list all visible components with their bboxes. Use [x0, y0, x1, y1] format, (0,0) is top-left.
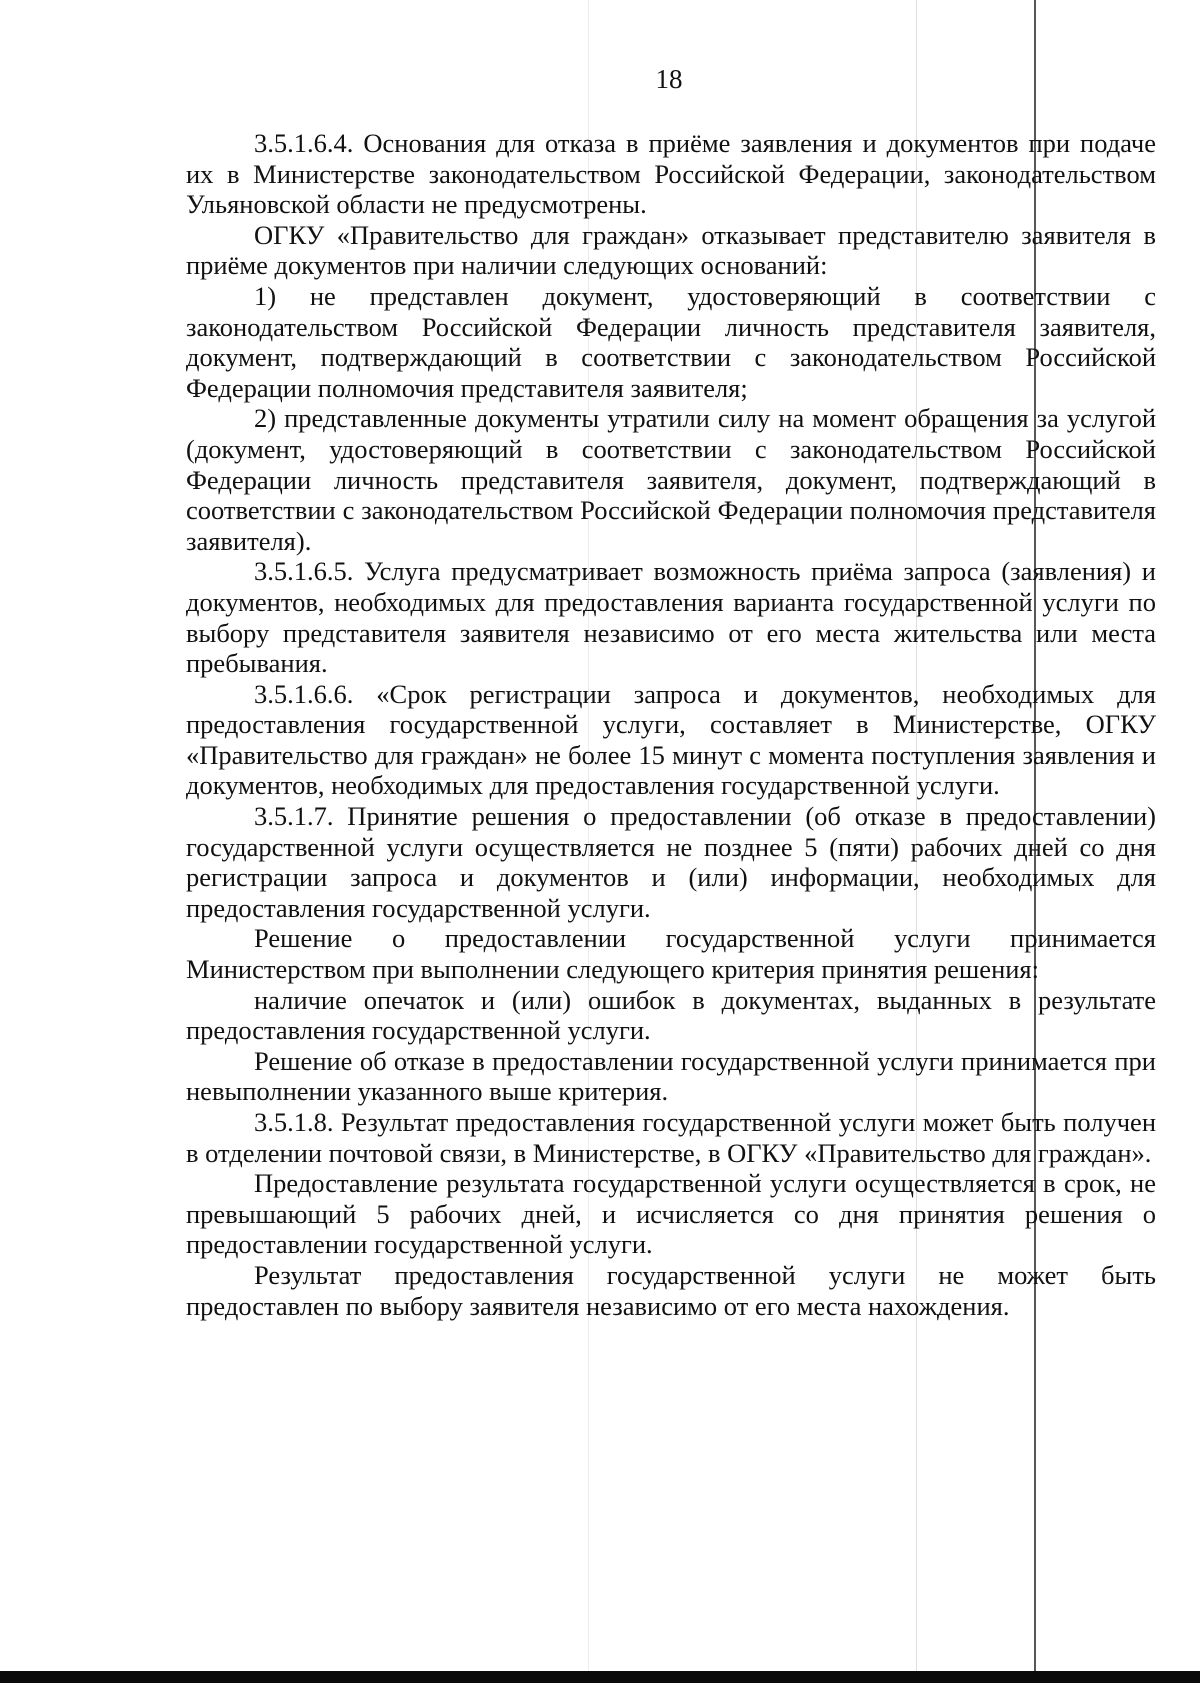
scan-border — [0, 1671, 1200, 1683]
paragraph: 1) не представлен документ, удостоверяющий в соответствии с законодательством Российской Федерации личность представителя заявителя, документ, подтверждающий в соответствии с законодательством Российской Федерации полномочия представителя заявителя; — [186, 280, 1156, 403]
paragraph: 3.5.1.6.4. Основания для отказа в приёме заявления и документов при подаче их в Министерстве законодательством Российской Федерации, законодательством Ульяновской области не предусмотрены. — [186, 128, 1156, 220]
paragraph: Решение об отказе в предоставлении государственной услуги принимается при невыполнении указанного выше критерия. — [186, 1045, 1156, 1107]
paragraph: 3.5.1.7. Принятие решения о предоставлении (об отказе в предоставлении) государственной услуги осуществляется не позднее 5 (пяти) рабочих дней со дня регистрации запроса и документов и (или) информации, необходимых для предоставления государственной услуги. — [186, 801, 1156, 923]
paragraph: Предоставление результата государственной услуги осуществляется в срок, не превышающий 5 рабочих дней, и исчисляется со дня принятия решения о предоставлении государственной услуги. — [186, 1168, 1156, 1260]
scan-margin — [0, 1683, 1200, 1697]
paragraph: 3.5.1.6.5. Услуга предусматривает возможность приёма запроса (заявления) и документов, необходимых для предоставления варианта государственной услуги по выбору представителя заявителя независимо от его места жительства или места пребывания. — [186, 556, 1156, 679]
paragraph: Результат предоставления государственной услуги не может быть предоставлен по выбору заявителя независимо от его места нахождения. — [186, 1259, 1156, 1321]
paragraph: 2) представленные документы утратили силу на момент обращения за услугой (документ, удостоверяющий в соответствии с законодательством Российской Федерации личность представителя заявителя, документ, подтверждающий в соответствии с законодательством Российской Федерации полномочия представителя заявителя). — [186, 403, 1156, 556]
paragraph: 3.5.1.6.6. «Срок регистрации запроса и документов, необходимых для предоставления государственной услуги, составляет в Министерстве, ОГКУ «Правительство для граждан» не более 15 минут с момента поступления заявления и документов, необходимых для предоставления государственной услуги. — [186, 678, 1156, 801]
paragraph: наличие опечаток и (или) ошибок в документах, выданных в результате предоставления государственной услуги. — [186, 984, 1156, 1046]
document-body — [186, 128, 1156, 1321]
paragraph: Решение о предоставлении государственной услуги принимается Министерством при выполнении следующего критерия принятия решения: — [186, 923, 1156, 985]
paragraph: 3.5.1.8. Результат предоставления государственной услуги может быть получен в отделении почтовой связи, в Министерстве, в ОГКУ «Правительство для граждан». — [186, 1107, 1156, 1168]
page-number: 18 — [655, 64, 683, 94]
paragraph: ОГКУ «Правительство для граждан» отказывает представителю заявителя в приёме документов при наличии следующих оснований: — [186, 219, 1156, 281]
